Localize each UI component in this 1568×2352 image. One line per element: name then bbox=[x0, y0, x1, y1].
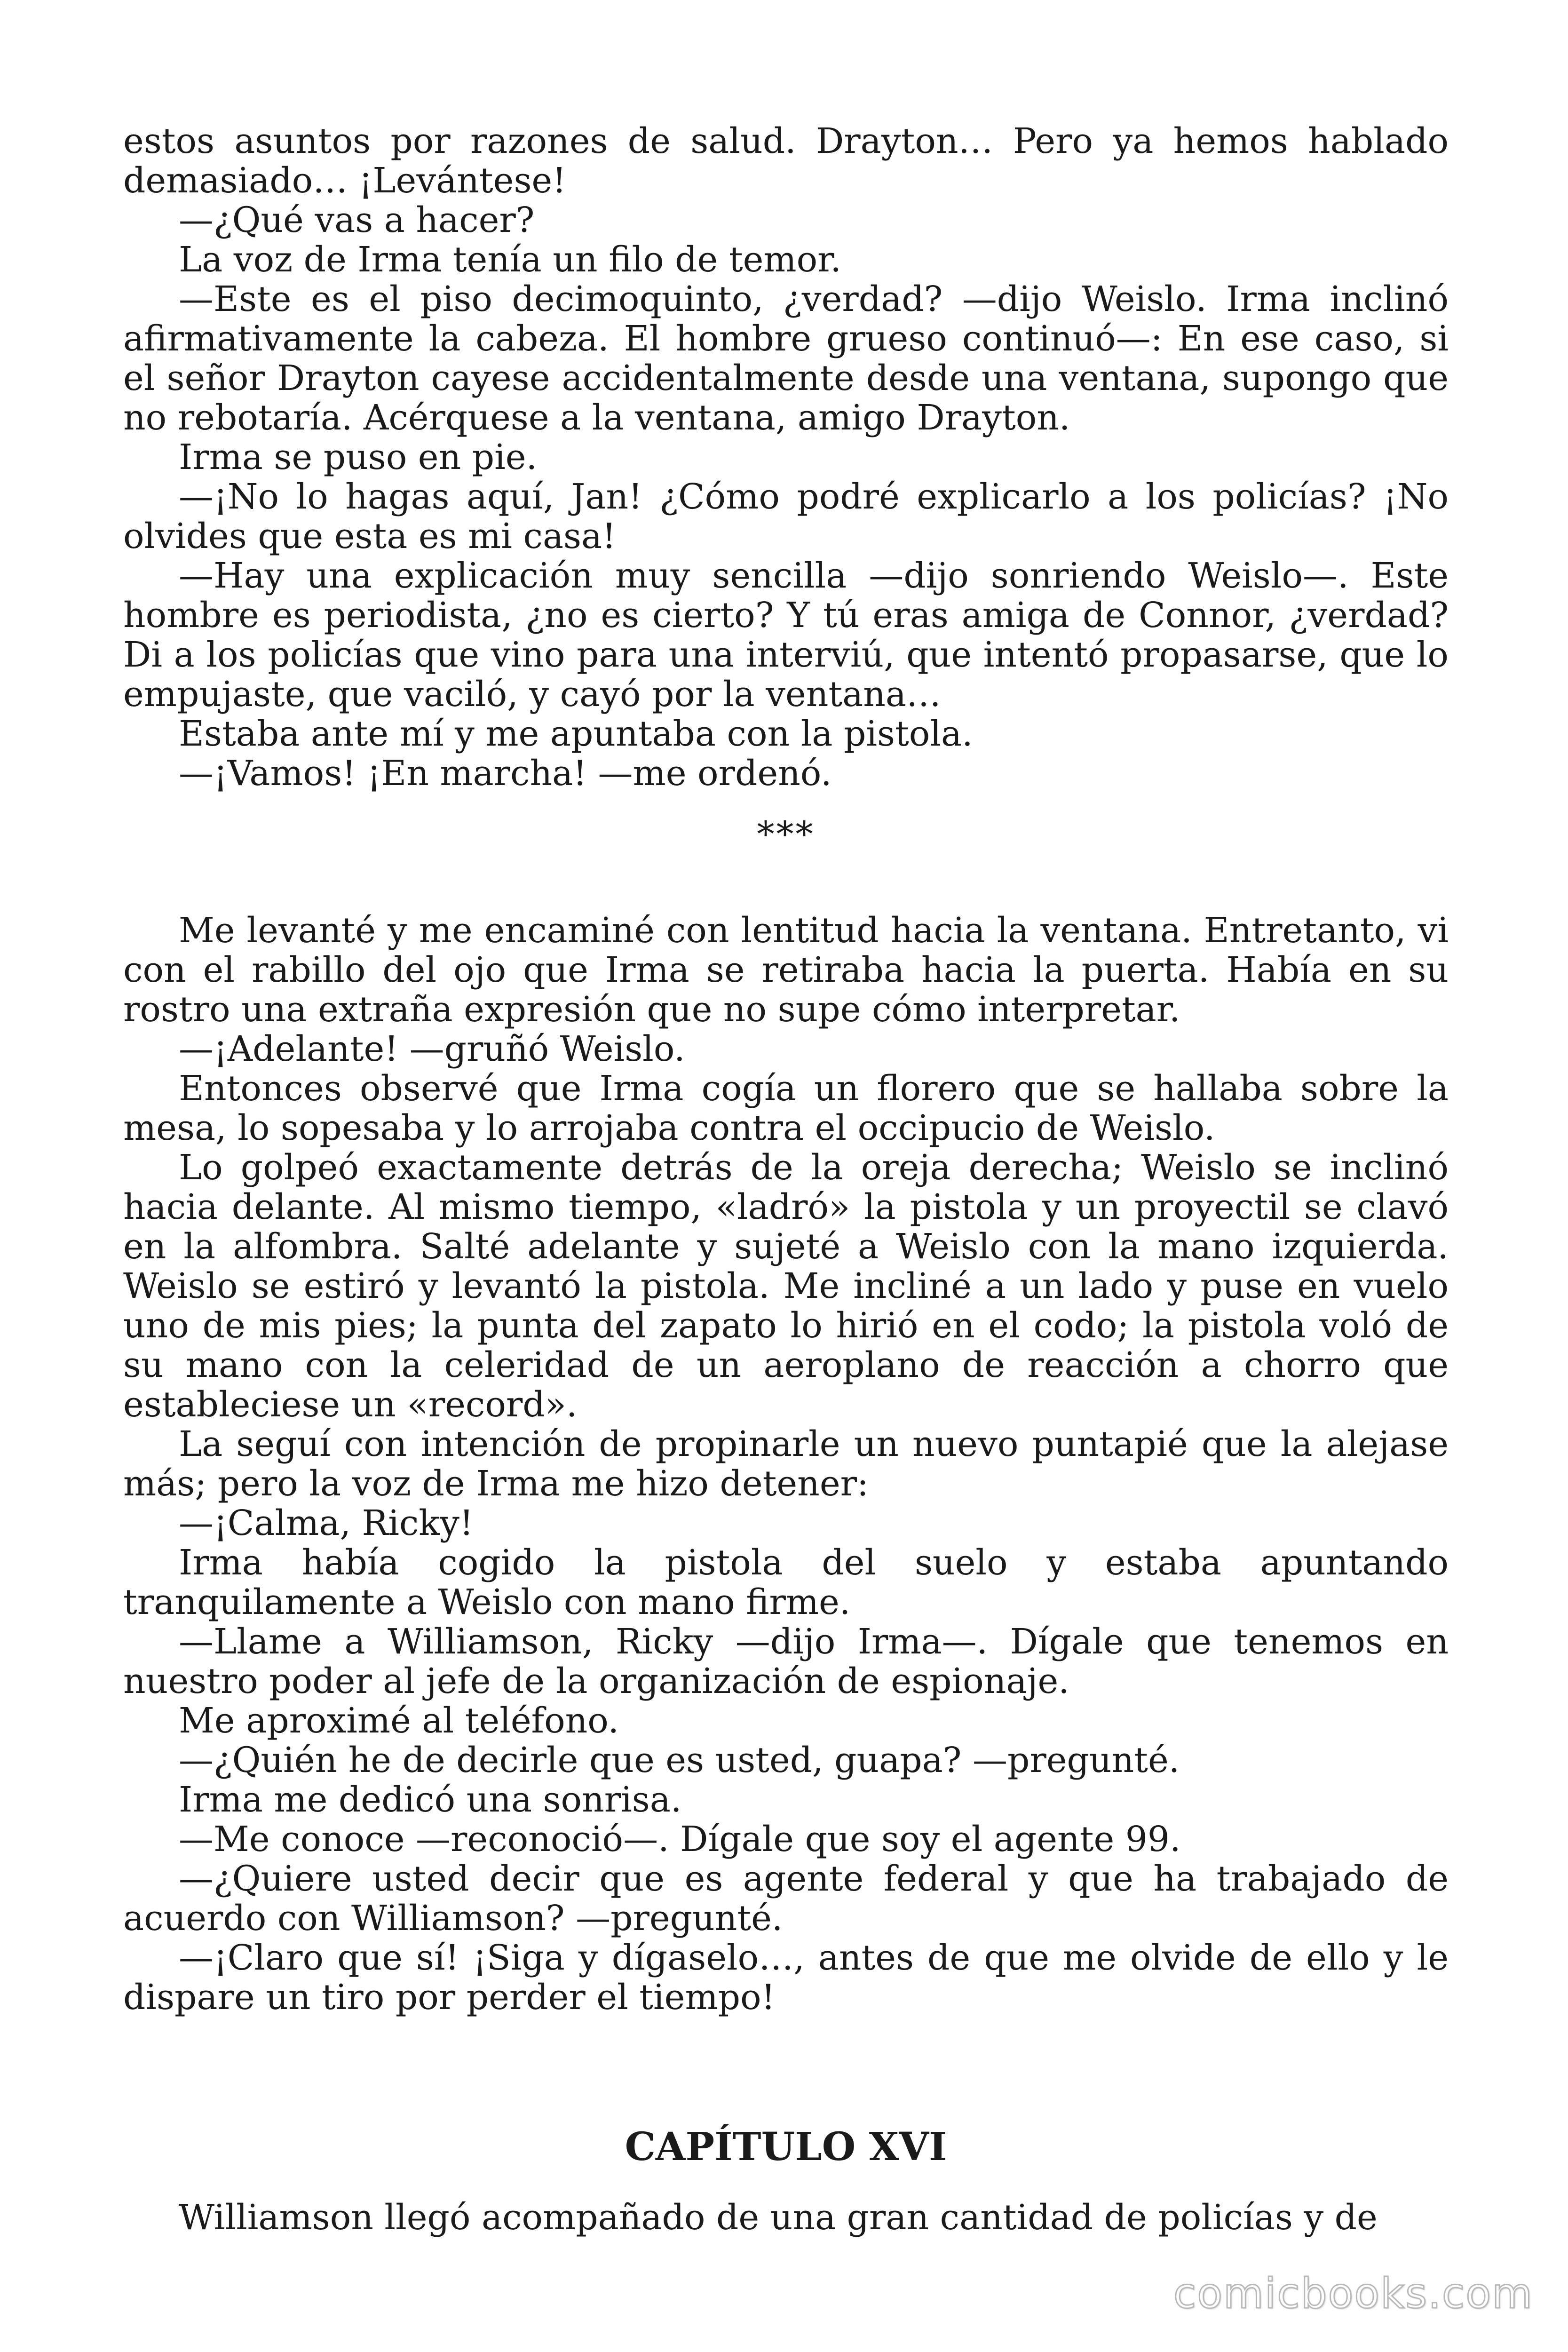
paragraph: —¡Calma, Ricky! bbox=[179, 1503, 474, 1543]
text-block-chapter bbox=[123, 2198, 1449, 2237]
paragraph: Irma me dedicó una sonrisa. bbox=[179, 1780, 682, 1820]
paragraph: Me aproximé al teléfono. bbox=[179, 1700, 619, 1741]
watermark-logo: comicbooks.com bbox=[1173, 2269, 1533, 2318]
paragraph: —¿Qué vas a hacer? bbox=[179, 200, 535, 240]
scene-separator: *** bbox=[757, 814, 815, 855]
paragraph: —Hay una explicación muy sencilla —dijo sonriendo Weislo—. Este hombre es periodista, ¿no es cierto? Y tú eras amiga de Connor, ¿verdad? Di a los policías que vino para una interviú, que intentó propasarse, que lo empujaste, que vaciló, y cayó por la ventana… bbox=[123, 556, 1449, 715]
paragraph: —¡Vamos! ¡En marcha! —me ordenó. bbox=[179, 753, 832, 794]
paragraph: Entonces observé que Irma cogía un florero que se hallaba sobre la mesa, lo sopesaba y lo arrojaba contra el occipucio de Weislo. bbox=[123, 1068, 1449, 1148]
paragraph: Irma se puso en pie. bbox=[179, 437, 538, 477]
paragraph: Lo golpeó exactamente detrás de la oreja derecha; Weislo se inclinó hacia delante. Al mismo tiempo, «ladró» la pistola y un proyectil se clavó en la alfombra. Salté adelante y sujeté a Weislo con la mano izquierda. Weislo se estiró y levantó la pistola. Me incliné a un lado y puse en vuelo uno de mis pies; la punta del zapato lo hirió en el codo; la pistola voló de su mano con la celeridad de un aeroplano de reacción a chorro que estableciese un «record». bbox=[123, 1147, 1449, 1425]
paragraph: Estaba ante mí y me apuntaba con la pistola. bbox=[179, 714, 973, 754]
paragraph: Me levanté y me encaminé con lentitud hacia la ventana. Entretanto, vi con el rabillo del ojo que Irma se retiraba hacia la puerta. Había en su rostro una extraña expresión que no supe cómo interpretar. bbox=[123, 910, 1449, 1030]
paragraph: —¿Quiere usted decir que es agente federal y que ha trabajado de acuerdo con Williamson? —pregunté. bbox=[123, 1859, 1449, 1939]
paragraph: Irma había cogido la pistola del suelo y estaba apuntando tranquilamente a Weislo con mano firme. bbox=[123, 1542, 1449, 1622]
paragraph: estos asuntos por razones de salud. Drayton… Pero ya hemos hablado demasiado… ¡Levántese! bbox=[123, 121, 1449, 201]
chapter-title: CAPÍTULO XVI bbox=[625, 2124, 947, 2169]
paragraph: —¿Quién he de decirle que es usted, guapa? —pregunté. bbox=[179, 1740, 1180, 1780]
text-block-before bbox=[123, 121, 1449, 793]
book-page bbox=[123, 121, 1449, 2237]
text-block-after bbox=[123, 911, 1449, 2017]
paragraph: La voz de Irma tenía un filo de temor. bbox=[179, 239, 841, 280]
paragraph: —¡Adelante! —gruñó Weislo. bbox=[179, 1029, 685, 1069]
paragraph: —Me conoce —reconoció—. Dígale que soy el agente 99. bbox=[179, 1819, 1181, 1859]
paragraph: —¡No lo hagas aquí, Jan! ¿Cómo podré explicarlo a los policías? ¡No olvides que esta es mi casa! bbox=[123, 477, 1449, 556]
paragraph: —Este es el piso decimoquinto, ¿verdad? —dijo Weislo. Irma inclinó afirmativamente la cabeza. El hombre grueso continuó—: En ese caso, si el señor Drayton cayese accidentalmente desde una ventana, supongo que no rebotaría. Acérquese a la ventana, amigo Drayton. bbox=[123, 279, 1449, 438]
paragraph: La seguí con intención de propinarle un nuevo puntapié que la alejase más; pero la voz de Irma me hizo detener: bbox=[123, 1424, 1449, 1504]
paragraph: —Llame a Williamson, Ricky —dijo Irma—. Dígale que tenemos en nuestro poder al jefe de la organización de espionaje. bbox=[123, 1621, 1449, 1701]
paragraph: —¡Claro que sí! ¡Siga y dígaselo…, antes de que me olvide de ello y le dispare un tiro por perder el tiempo! bbox=[123, 1938, 1449, 2018]
paragraph: Williamson llegó acompañado de una gran cantidad de policías y de bbox=[179, 2197, 1378, 2238]
